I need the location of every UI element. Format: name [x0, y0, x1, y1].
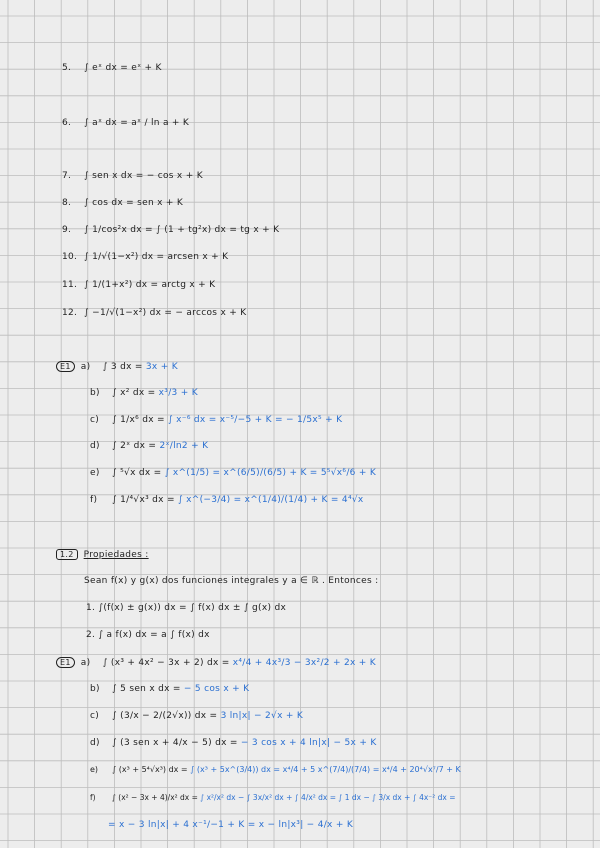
- exercise-question: ∫ (x³ + 4x² − 3x + 2) dx =: [102, 658, 233, 668]
- formula-text: ∫ eˣ dx = eˣ + K: [84, 63, 162, 73]
- section-heading: [56, 549, 149, 560]
- item-letter: a): [80, 658, 91, 668]
- exercise-question: ∫ 1/⁴√x³ dx =: [112, 495, 178, 505]
- exercise-answer: 3x + K: [145, 362, 178, 372]
- exercise-question: ∫ (x² − 3x + 4)/x² dx =: [112, 793, 201, 802]
- formula-line: [62, 252, 228, 262]
- item-number: 9.: [62, 225, 72, 235]
- exercise-line: [90, 495, 364, 505]
- item-number: 8.: [62, 198, 72, 208]
- property-2: 2. ∫ a f(x) dx = a ∫ f(x) dx: [86, 630, 210, 640]
- exercise-question: ∫ x² dx =: [112, 388, 159, 398]
- formula-line: [62, 280, 215, 290]
- item-letter: a): [80, 362, 91, 372]
- exercise-line: [90, 765, 461, 774]
- exercise-answer: x⁴/4 + 4x³/3 − 3x²/2 + 2x + K: [232, 658, 376, 668]
- item-letter: e): [90, 468, 100, 478]
- exercise-tag: E1: [56, 361, 75, 372]
- formula-text: ∫ −1/√(1−x²) dx = − arccos x + K: [84, 308, 247, 318]
- formula-text: ∫ cos dx = sen x + K: [84, 198, 184, 208]
- exercise-question: ∫ 2ˣ dx =: [112, 441, 160, 451]
- item-letter: f): [90, 793, 96, 802]
- exercise-answer: 3 ln|x| − 2√x + K: [220, 711, 304, 721]
- item-letter: c): [90, 711, 100, 721]
- exercise-line: [90, 711, 303, 721]
- item-number: 5.: [62, 63, 72, 73]
- item-number: 6.: [62, 118, 72, 128]
- exercise-line: [90, 468, 376, 478]
- exercise-question: ∫ (3/x − 2/(2√x)) dx =: [112, 711, 221, 721]
- properties-intro: Sean f(x) y g(x) dos funciones integrales y a ∈ ℝ . Entonces :: [84, 576, 379, 586]
- formula-line: [62, 198, 183, 208]
- exercise-answer: ∫ x⁻⁶ dx = x⁻⁵/−5 + K = − 1/5x⁵ + K: [168, 415, 343, 425]
- formula-text: ∫ aˣ dx = aˣ / ln a + K: [84, 118, 190, 128]
- item-letter: b): [90, 388, 100, 398]
- item-letter: b): [90, 684, 100, 694]
- exercise-line: [56, 657, 376, 668]
- formula-text: ∫ 1/(1+x²) dx = arctg x + K: [84, 280, 216, 290]
- exercise-answer: ∫ x^(1/5) = x^(6/5)/(6/5) + K = 5⁵√x⁶/6 + K: [164, 468, 377, 478]
- exercise-line: [90, 441, 208, 451]
- exercise-continuation: = x − 3 ln|x| + 4 x⁻¹/−1 + K = x − ln|x³| − 4/x + K: [108, 820, 354, 830]
- section-number: 1.2: [56, 549, 78, 560]
- exercise-question: ∫ ⁵√x dx =: [112, 468, 165, 478]
- exercise-line: [90, 793, 456, 802]
- section-title: Propiedades :: [83, 550, 149, 560]
- exercise-question: ∫ 5 sen x dx =: [112, 684, 184, 694]
- item-number: 11.: [62, 280, 78, 290]
- exercise-answer: 2ˣ/ln2 + K: [159, 441, 209, 451]
- formula-line: [62, 63, 162, 73]
- item-letter: f): [90, 495, 98, 505]
- exercise-line: [90, 388, 198, 398]
- formula-line: [62, 118, 189, 128]
- exercise-question: ∫ (x³ + 5⁴√x³) dx =: [112, 765, 191, 774]
- exercise-answer: ∫ x²/x² dx − ∫ 3x/x² dx + ∫ 4/x² dx = ∫ 1 dx − ∫ 3/x dx + ∫ 4x⁻² dx =: [200, 793, 456, 802]
- exercise-answer: x³/3 + K: [158, 388, 198, 398]
- exercise-question: ∫ 1/x⁶ dx =: [112, 415, 169, 425]
- exercise-answer: ∫ (x³ + 5x^(3/4)) dx = x⁴/4 + 5 x^(7/4)/(7/4) = x⁴/4 + 20⁴√x⁷/7 + K: [190, 765, 461, 774]
- exercise-answer: − 3 cos x + 4 ln|x| − 5x + K: [240, 738, 377, 748]
- item-number: 7.: [62, 171, 72, 181]
- item-letter: d): [90, 738, 100, 748]
- item-number: 12.: [62, 308, 78, 318]
- exercise-tag: E1: [56, 657, 75, 668]
- exercise-question: ∫ 3 dx =: [102, 362, 146, 372]
- exercise-answer: − 5 cos x + K: [183, 684, 250, 694]
- formula-line: [62, 171, 203, 181]
- property-1: 1. ∫(f(x) ± g(x)) dx = ∫ f(x) dx ± ∫ g(x) dx: [86, 603, 287, 613]
- item-letter: d): [90, 441, 100, 451]
- item-letter: e): [90, 765, 99, 774]
- formula-text: ∫ 1/√(1−x²) dx = arcsen x + K: [84, 252, 229, 262]
- exercise-line: [90, 415, 342, 425]
- exercise-question: ∫ (3 sen x + 4/x − 5) dx =: [112, 738, 241, 748]
- exercise-line: [90, 684, 249, 694]
- item-number: 10.: [62, 252, 78, 262]
- item-letter: c): [90, 415, 100, 425]
- exercise-answer: ∫ x^(−3/4) = x^(1/4)/(1/4) + K = 4⁴√x: [177, 495, 364, 505]
- formula-line: [62, 225, 279, 235]
- exercise-line: [90, 738, 377, 748]
- formula-text: ∫ 1/cos²x dx = ∫ (1 + tg²x) dx = tg x + K: [84, 225, 280, 235]
- formula-text: ∫ sen x dx = − cos x + K: [84, 171, 203, 181]
- formula-line: [62, 308, 246, 318]
- exercise-line: [56, 361, 178, 372]
